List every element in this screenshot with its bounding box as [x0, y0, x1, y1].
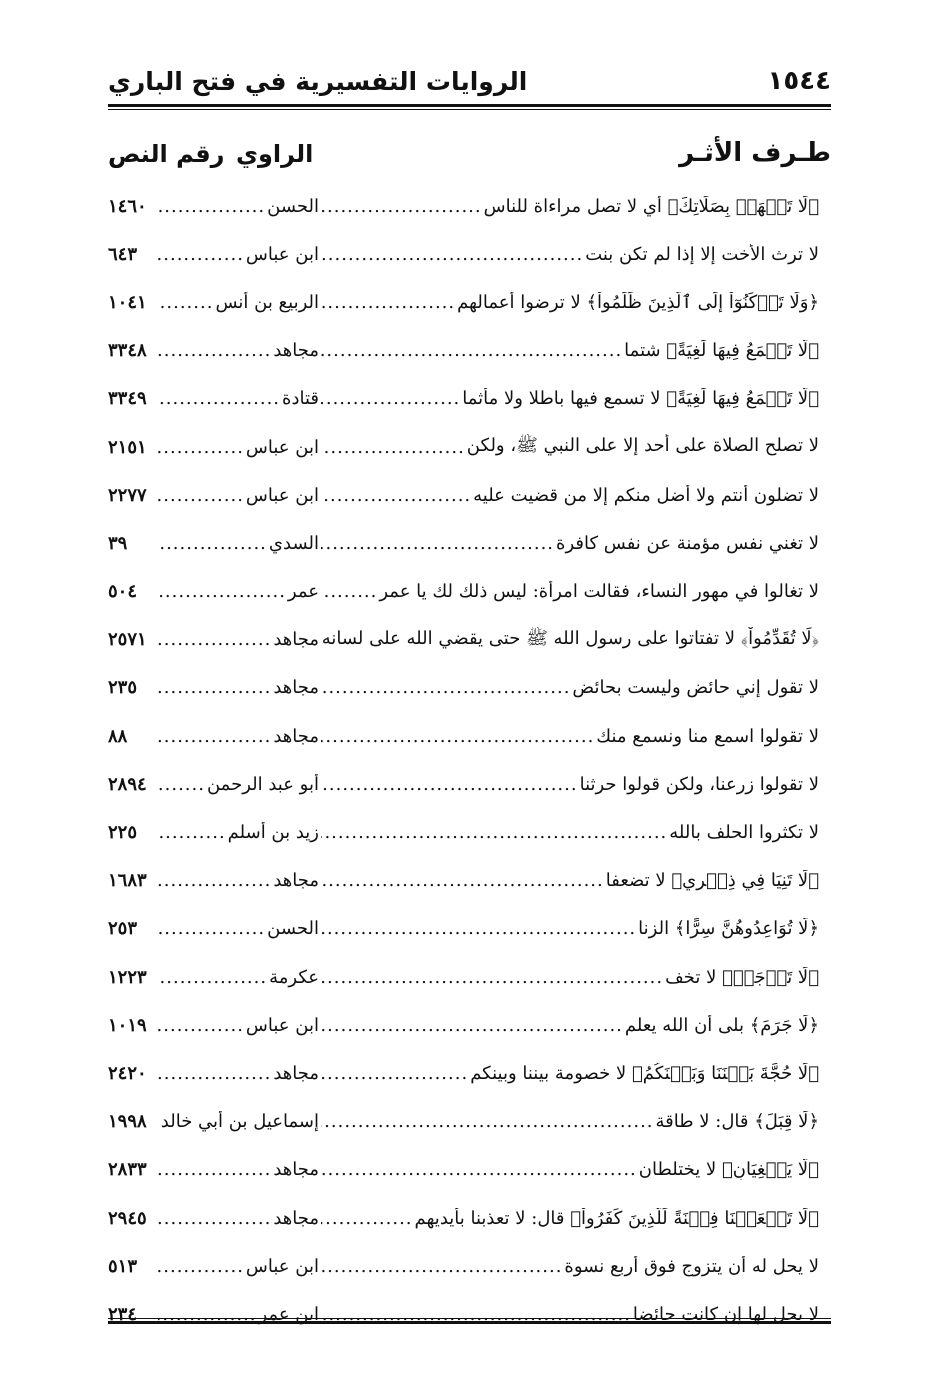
- running-header: [108, 60, 831, 102]
- row-text-cell: [319, 627, 819, 653]
- row-narrator: مجاهد: [273, 725, 319, 747]
- leader-dots: [158, 1256, 244, 1277]
- leader-dots: [321, 292, 455, 313]
- row-text: ﴿لَّا تَسۡمَعُ فِيهَا لَٰغِيَةً﴾ لا تسمع فيها باطلا ولا مأثما: [462, 388, 819, 410]
- index-row: [108, 375, 819, 423]
- row-number: ٢١٥١: [108, 436, 147, 458]
- row-number: ١٦٨٣: [108, 870, 147, 892]
- leader-dots: [321, 774, 578, 795]
- row-text: ﴿لَا قِبَلَ﴾ قال: لا طاقة: [655, 1111, 819, 1133]
- row-number: ٦٤٣: [108, 243, 138, 265]
- leader-dots: [158, 774, 205, 795]
- row-narrator-cell: [156, 774, 319, 795]
- row-text: لا تغني نفس مؤمنة عن نفس كافرة: [556, 532, 819, 554]
- leader-dots: [158, 1208, 271, 1229]
- leader-dots: [321, 967, 663, 988]
- row-number: ٣٩: [108, 532, 128, 554]
- row-narrator: السدي: [268, 532, 319, 554]
- row-text: ﴿لَا تَجۡهَرۡ بِصَلَاتِكَ﴾ أي لا تصل مراءاة للناس: [483, 195, 819, 217]
- leader-dots: [158, 437, 244, 458]
- row-text-cell: [319, 1256, 819, 1277]
- row-text-cell: [319, 196, 819, 217]
- row-number: ١٠١٩: [108, 1014, 147, 1036]
- row-narrator: مجاهد: [273, 629, 319, 651]
- index-row: [108, 1146, 819, 1194]
- row-number: ٣٣٤٩: [108, 388, 147, 410]
- row-narrator-cell: [156, 1015, 319, 1036]
- row-number: ٢٣٥: [108, 677, 138, 699]
- leader-dots: [158, 485, 244, 506]
- leader-dots: [321, 196, 482, 217]
- row-number: ١٠٤١: [108, 291, 147, 313]
- row-text-cell: [319, 434, 819, 460]
- leader-dots: [321, 437, 465, 458]
- row-narrator: أبو عبد الرحمن: [206, 773, 319, 795]
- leader-dots: [321, 1111, 654, 1132]
- column-header: [108, 138, 831, 178]
- page-number: ١٥٤٤: [767, 66, 831, 96]
- row-text: لا ترث الأخت إلا إذا لم تكن بنت: [585, 243, 819, 265]
- row-text-cell: [319, 677, 819, 698]
- row-number: ٢٢٥: [108, 822, 138, 844]
- index-row: [108, 471, 819, 519]
- row-text-cell: [319, 1111, 819, 1132]
- row-text-cell: [319, 1208, 819, 1229]
- row-text-cell: [319, 822, 819, 843]
- leader-dots: [321, 1256, 562, 1277]
- row-narrator: مجاهد: [273, 1207, 319, 1229]
- index-row: [108, 1098, 819, 1146]
- index-row: [108, 278, 819, 326]
- index-row: [108, 712, 819, 760]
- row-narrator: الحسن: [267, 918, 319, 940]
- row-narrator: ابن عباس: [245, 1255, 319, 1277]
- row-narrator: ابن عباس: [245, 484, 319, 506]
- leader-dots: [158, 677, 271, 698]
- row-text-cell: [319, 967, 819, 988]
- leader-dots: [321, 1208, 413, 1229]
- row-text: ﴿لَّا تَسۡمَعُ فِيهَا لَٰغِيَةً﴾ شتما: [624, 340, 819, 362]
- row-text-cell: [319, 1159, 819, 1180]
- row-narrator-cell: [156, 677, 319, 698]
- row-narrator: ابن عباس: [245, 1014, 319, 1036]
- index-row: [108, 953, 819, 1001]
- index-row: [108, 519, 819, 567]
- footer-rule: [108, 1318, 831, 1324]
- row-narrator-cell: [156, 196, 319, 217]
- row-narrator: ابن عمر: [258, 1303, 319, 1325]
- row-narrator-cell: [156, 244, 319, 265]
- row-narrator-cell: [156, 1111, 319, 1132]
- row-narrator-cell: [156, 340, 319, 361]
- leader-dots: [321, 1159, 637, 1180]
- row-narrator: مجاهد: [273, 1159, 319, 1181]
- index-row: [108, 423, 819, 471]
- row-text: لا تقولوا اسمع منا ونسمع منك: [596, 725, 819, 747]
- running-title: الروايات التفسيرية في فتح الباري: [108, 66, 528, 96]
- row-narrator: مجاهد: [273, 340, 319, 362]
- row-number: ٢٥٣: [108, 918, 138, 940]
- column-header-number: رقم النص: [108, 140, 225, 168]
- row-narrator-cell: [156, 485, 319, 506]
- row-number: ١٤٦٠: [108, 195, 147, 217]
- row-text: ﴿لَا حُجَّةَ بَيۡنَنَا وَبَيۡنَكُمُ﴾ لا خصومة بيننا وبينكم: [470, 1062, 819, 1084]
- row-number: ٢٩٤٥: [108, 1207, 147, 1229]
- index-row: [108, 230, 819, 278]
- index-row: [108, 1001, 819, 1049]
- leader-dots: [158, 1063, 271, 1084]
- index-row: [108, 1290, 819, 1338]
- column-header-narrator: الراوي: [236, 140, 314, 168]
- row-number: ٢٢٧٧: [108, 484, 147, 506]
- index-row: [108, 808, 819, 856]
- row-narrator-cell: [156, 918, 319, 939]
- row-text: ﴿لَا جَرَمَ﴾ بلى أن الله يعلم: [624, 1014, 819, 1036]
- leader-dots: [321, 581, 377, 602]
- row-narrator-cell: [156, 1159, 319, 1180]
- row-text-cell: [319, 292, 819, 313]
- row-text: لا تضلون أنتم ولا أضل منكم إلا من قضيت عليه: [473, 484, 819, 506]
- leader-dots: [158, 388, 280, 409]
- row-narrator: عمر: [287, 581, 319, 603]
- index-row: [108, 568, 819, 616]
- leader-dots: [321, 244, 583, 265]
- row-number: ٣٣٤٨: [108, 340, 147, 362]
- row-text: ﴿لَّا تُوَاعِدُوهُنَّ سِرًّا﴾ الزنا: [638, 918, 819, 940]
- index-row: [108, 905, 819, 953]
- leader-dots: [321, 677, 570, 698]
- row-text-cell: [319, 533, 819, 554]
- row-text: ﴿لَّا يَبۡغِيَانِ﴾ لا يختلطان: [638, 1159, 819, 1181]
- row-text: ﴿لَا تَوۡجَلۡ﴾ لا تخف: [665, 966, 819, 988]
- row-narrator-cell: [156, 581, 319, 602]
- row-text: لا تكثروا الحلف بالله: [669, 822, 819, 844]
- row-text: ﴿وَلَا تَرۡكَنُوٓاْ إِلَى ٱلَّذِينَ ظَلَمُواْ﴾ لا ترضوا أعمالهم: [457, 291, 819, 313]
- row-narrator: ابن عباس: [245, 436, 319, 458]
- index-table: [108, 182, 819, 1339]
- index-row: [108, 182, 819, 230]
- leader-dots: [321, 485, 471, 506]
- row-number: ٥٠٤: [108, 581, 138, 603]
- leader-dots: [158, 340, 271, 361]
- leader-dots: [158, 1111, 159, 1132]
- leader-dots: [158, 196, 265, 217]
- row-narrator-cell: [156, 292, 319, 313]
- row-text-cell: [319, 340, 819, 361]
- row-text: لا يحل له أن يتزوج فوق أربع نسوة: [564, 1255, 819, 1277]
- row-narrator-cell: [156, 1063, 319, 1084]
- row-number: ١٩٩٨: [108, 1111, 147, 1133]
- row-text: ﴿لَا تُقَدِّمُواْ﴾ لا تفتاتوا على رسول الله ﷺ حتى يقضي الله على لسانه: [321, 627, 819, 649]
- leader-dots: [158, 244, 244, 265]
- row-text-cell: [319, 726, 819, 747]
- row-text-cell: [319, 870, 819, 891]
- row-narrator-cell: [156, 822, 319, 843]
- leader-dots: [158, 533, 267, 554]
- index-row: [108, 1242, 819, 1290]
- row-narrator-cell: [156, 437, 319, 458]
- row-number: ٢٣٤: [108, 1303, 138, 1325]
- column-header-text: طـرف الأثـر: [679, 138, 831, 168]
- leader-dots: [158, 1159, 271, 1180]
- leader-dots: [158, 629, 271, 650]
- leader-dots: [158, 726, 271, 747]
- row-text: ﴿لَا تَنِيَا فِي ذِكۡرِي﴾ لا تضعفا: [605, 870, 819, 892]
- index-row: [108, 1194, 819, 1242]
- row-number: ٢٨٩٤: [108, 773, 147, 795]
- leader-dots: [158, 822, 226, 843]
- row-number: ١٢٢٣: [108, 966, 147, 988]
- row-narrator: زيد بن أسلم: [227, 822, 319, 844]
- row-text: لا تقول إني حائض وليست بحائض: [572, 677, 819, 699]
- row-text-cell: [319, 1015, 819, 1036]
- row-text: ﴿لَا تَجۡعَلۡنَا فِتۡنَةً لِّلَّذِينَ كَفَرُواْ﴾ قال: لا تعذبنا بأيديهم: [414, 1207, 819, 1229]
- row-narrator: الحسن: [267, 195, 319, 217]
- leader-dots: [321, 726, 594, 747]
- row-narrator: الربيع بن أنس: [215, 291, 319, 313]
- row-narrator-cell: [156, 726, 319, 747]
- leader-dots: [321, 822, 667, 843]
- row-narrator-cell: [156, 533, 319, 554]
- index-row: [108, 327, 819, 375]
- row-text: لا يحل لها إن كانت حائضا: [632, 1303, 819, 1325]
- header-rule: [108, 104, 831, 110]
- row-number: ٢٨٣٣: [108, 1159, 147, 1181]
- row-narrator-cell: [156, 967, 319, 988]
- leader-dots: [321, 533, 554, 554]
- leader-dots: [321, 388, 460, 409]
- leader-dots: [321, 870, 604, 891]
- row-narrator-cell: [156, 629, 319, 650]
- row-text-cell: [319, 1063, 819, 1084]
- row-narrator-cell: [156, 870, 319, 891]
- leader-dots: [158, 870, 271, 891]
- row-text-cell: [319, 244, 819, 265]
- row-narrator: عكرمة: [269, 966, 319, 988]
- leader-dots: [158, 918, 265, 939]
- row-text: لا تغالوا في مهور النساء، فقالت امرأة: ليس ذلك لك يا عمر: [379, 581, 819, 603]
- row-narrator: إسماعيل بن أبي خالد: [160, 1111, 319, 1133]
- index-row: [108, 616, 819, 664]
- row-text-cell: [319, 485, 819, 506]
- row-narrator: ابن عباس: [245, 243, 319, 265]
- row-narrator: مجاهد: [273, 870, 319, 892]
- index-row: [108, 1049, 819, 1097]
- row-narrator: مجاهد: [273, 1062, 319, 1084]
- row-narrator-cell: [156, 388, 319, 409]
- row-number: ٥١٣: [108, 1255, 138, 1277]
- leader-dots: [158, 581, 286, 602]
- leader-dots: [158, 292, 213, 313]
- row-text-cell: [319, 918, 819, 939]
- leader-dots: [321, 1015, 623, 1036]
- row-narrator-cell: [156, 1256, 319, 1277]
- row-text-cell: [319, 388, 819, 409]
- leader-dots: [158, 967, 267, 988]
- leader-dots: [321, 918, 636, 939]
- row-number: ٢٥٧١: [108, 629, 147, 651]
- row-text: لا تقولوا زرعنا، ولكن قولوا حرثنا: [579, 773, 819, 795]
- row-text-cell: [319, 774, 819, 795]
- row-narrator: مجاهد: [273, 677, 319, 699]
- row-narrator: قتادة: [282, 388, 319, 410]
- leader-dots: [321, 340, 622, 361]
- row-number: ٢٤٢٠: [108, 1062, 147, 1084]
- leader-dots: [158, 1015, 244, 1036]
- row-number: ٨٨: [108, 725, 128, 747]
- row-narrator-cell: [156, 1208, 319, 1229]
- index-row: [108, 664, 819, 712]
- index-row: [108, 857, 819, 905]
- leader-dots: [321, 1063, 468, 1084]
- row-text: لا تصلح الصلاة على أحد إلا على النبي ﷺ، ولكن: [466, 435, 819, 457]
- index-row: [108, 760, 819, 808]
- row-text-cell: [319, 581, 819, 602]
